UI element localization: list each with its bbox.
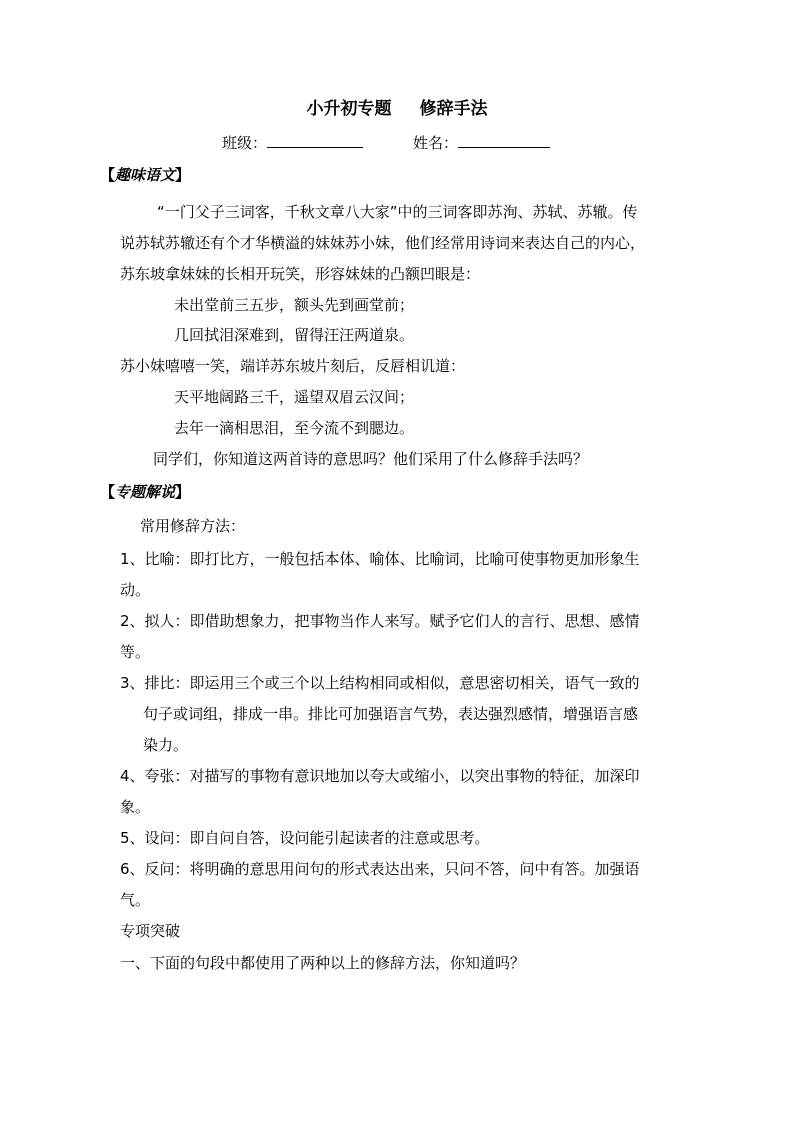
rhetoric-item-hypophora: 5、设问：即自问自答，设问能引起读者的注意或思考。 [120, 829, 490, 847]
section1-paragraph-line: 苏东坡拿妹妹的长相开玩笑，形容妹妹的凸额凹眼是： [120, 265, 481, 283]
section1-heading-text: 趣味语文 [115, 166, 176, 184]
exercise-1-prompt: 一、下面的句段中都使用了两种以上的修辞方法，你知道吗？ [120, 954, 526, 972]
bracket-close: 】 [175, 166, 191, 184]
rhetoric-intro: 常用修辞方法： [140, 517, 246, 535]
section-heading-fun-chinese [100, 165, 190, 185]
rhetoric-item-metaphor: 1、比喻：即打比方，一般包括本体、喻体、比喻词，比喻可使事物更加形象生 [120, 550, 640, 568]
rhetoric-item-personification: 2、拟人：即借助想象力，把事物当作人来写。赋予它们人的言行、思想、感情 [120, 612, 640, 630]
rhetoric-item-rhetorical-question-cont: 气。 [120, 891, 151, 909]
name-label: 姓名： [413, 134, 459, 152]
rhetoric-item-parallelism: 3、排比：即运用三个或三个以上结构相同或相似，意思密切相关，语气一致的 [120, 674, 640, 692]
poem1-line: 几回拭泪深难到，留得汪汪两道泉。 [174, 326, 415, 344]
page-title [0, 97, 794, 121]
poem2-line: 天平地阔路三千，遥望双眉云汉间； [174, 388, 415, 406]
poem1-line: 未出堂前三五步，额头先到画堂前； [174, 296, 415, 314]
rhetoric-item-personification-cont: 等。 [120, 643, 151, 661]
rhetoric-item-hyperbole-cont: 象。 [120, 798, 151, 816]
name-blank[interactable] [458, 133, 550, 148]
title-part1: 小升初专题 [306, 99, 392, 119]
class-blank[interactable] [267, 133, 363, 148]
section-heading-topic-explanation [100, 482, 190, 502]
rhetoric-item-parallelism-cont: 染力。 [143, 736, 189, 754]
title-part2: 修辞手法 [419, 99, 488, 119]
rhetoric-item-hyperbole: 4、夸张：对描写的事物有意识地加以夸大或缩小，以突出事物的特征，加深印 [120, 767, 640, 785]
question-line: 同学们，你知道这两首诗的意思吗？他们采用了什么修辞手法吗？ [153, 450, 589, 468]
subheading-special-practice: 专项突破 [120, 922, 181, 940]
name-field [413, 133, 550, 153]
class-label: 班级： [222, 134, 268, 152]
poem2-line: 去年一滴相思泪，至今流不到腮边。 [174, 419, 415, 437]
bracket-close: 】 [175, 483, 191, 501]
section2-heading-text: 专题解说 [115, 483, 176, 501]
bracket-open: 【 [100, 483, 116, 501]
class-field [222, 133, 363, 153]
rhetoric-item-parallelism-cont: 句子或词组，排成一串。排比可加强语言气势，表达强烈感情，增强语言感 [143, 705, 639, 723]
reply-line: 苏小妹嘻嘻一笑，端详苏东坡片刻后，反唇相讥道： [120, 357, 466, 375]
rhetoric-item-rhetorical-question: 6、反问：将明确的意思用问句的形式表达出来，只问不答，问中有答。加强语 [120, 860, 640, 878]
bracket-open: 【 [100, 166, 116, 184]
section1-paragraph-line: 说苏轼苏辙还有个才华横溢的妹妹苏小妹，他们经常用诗词来表达自己的内心， [120, 234, 646, 252]
rhetoric-item-metaphor-cont: 动。 [120, 581, 151, 599]
section1-paragraph-line: “一门父子三词客，千秋文章八大家”中的三词客即苏洵、苏轼、苏辙。传 [157, 203, 638, 221]
